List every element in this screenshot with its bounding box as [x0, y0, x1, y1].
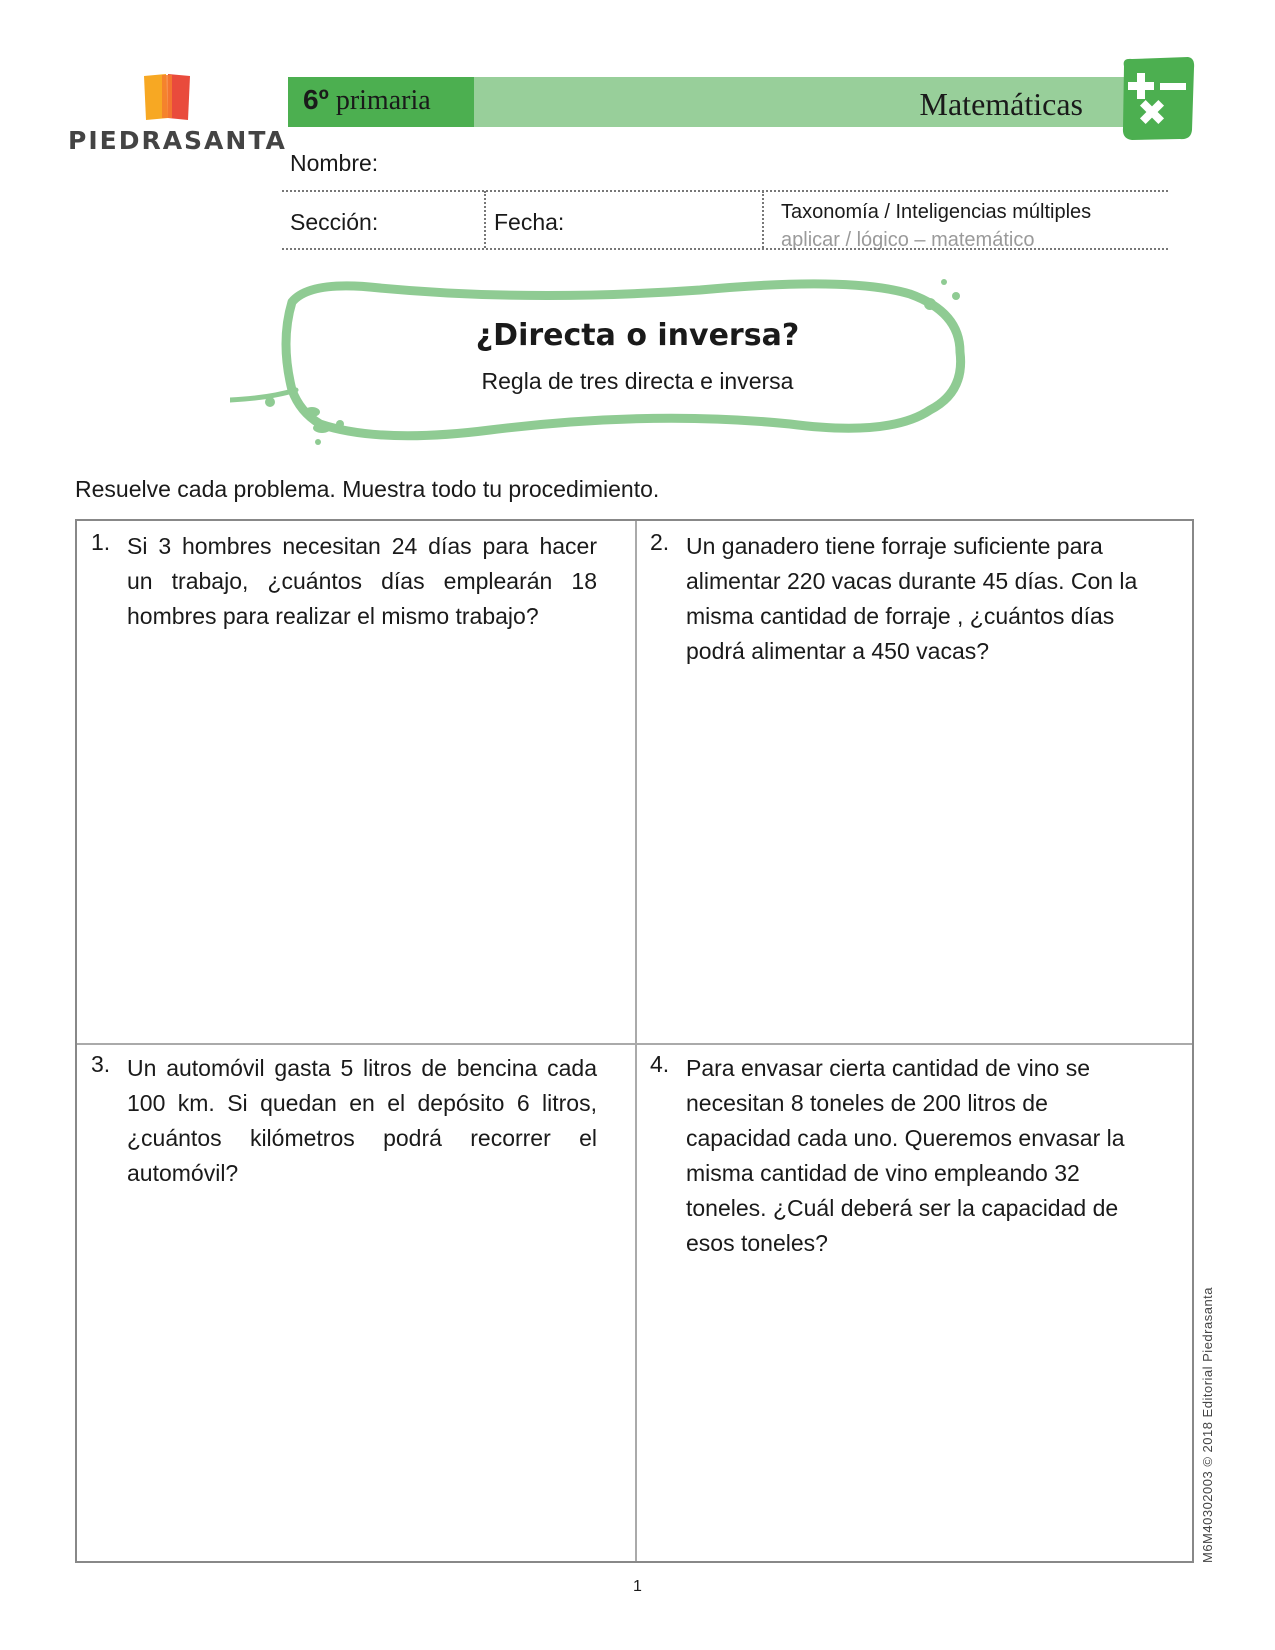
- taxonomy-value: aplicar / lógico – matemático: [781, 229, 1035, 251]
- date-label: Fecha:: [494, 209, 565, 235]
- problem-text: Si 3 hombres necesitan 24 días para hacer un trabajo, ¿cuántos días emplearán 18 hombres para realizar el mismo trabajo?: [127, 533, 597, 629]
- grade-number: 6º: [303, 84, 329, 115]
- page-number: 1: [633, 1578, 642, 1595]
- publisher-logo: [62, 66, 287, 166]
- grade-word: primaria: [335, 85, 431, 116]
- problem-text: Para envasar cierta cantidad de vino se necesitan 8 toneles de 200 litros de capacidad cada uno. Queremos envasar la misma cantidad de vino empleando 32 toneles. ¿Cuál deberá ser la capacidad de esos toneles?: [686, 1055, 1125, 1256]
- problem-number: 3.: [91, 1051, 111, 1077]
- plus-minus-times-icon: [1118, 56, 1196, 142]
- grid-divider-horizontal: [77, 1043, 1192, 1045]
- copyright-note: M6M40302003 © 2018 Editorial Piedrasanta: [1200, 1286, 1215, 1563]
- divider: [762, 191, 764, 248]
- page-subtitle: Regla de tres directa e inversa: [481, 368, 794, 394]
- problem-text: Un ganadero tiene forraje suficiente para alimentar 220 vacas durante 45 días. Con la misma cantidad de forraje , ¿cuántos días podrá alimentar a 450 vacas?: [686, 533, 1138, 664]
- section-label: Sección:: [290, 209, 379, 235]
- name-line: [282, 190, 1168, 192]
- taxonomy-title: Taxonomía / Inteligencias múltiples: [781, 201, 1092, 223]
- books-icon: [142, 72, 194, 122]
- grade-label: [303, 84, 431, 117]
- divider: [484, 191, 486, 248]
- page-title: ¿Directa o inversa?: [475, 318, 800, 353]
- grid-divider-vertical: [635, 521, 637, 1561]
- problem-text: Un automóvil gasta 5 litros de bencina cada 100 km. Si quedan en el depósito 6 litros, ¿cuántos kilómetros podrá recorrer el automóvil?: [127, 1055, 597, 1186]
- form-bottom-line: [282, 248, 1168, 250]
- name-label: Nombre:: [290, 150, 379, 176]
- problem-number: 1.: [91, 529, 111, 555]
- instruction-text: Resuelve cada problema. Muestra todo tu procedimiento.: [75, 476, 660, 502]
- publisher-name: PIEDRASANTA: [68, 126, 287, 155]
- problem-number: 2.: [650, 529, 670, 555]
- problems-grid: [75, 519, 1194, 1563]
- problem-number: 4.: [650, 1051, 670, 1077]
- subject-title: Matemáticas: [919, 86, 1083, 122]
- title-splash-frame: [230, 272, 990, 452]
